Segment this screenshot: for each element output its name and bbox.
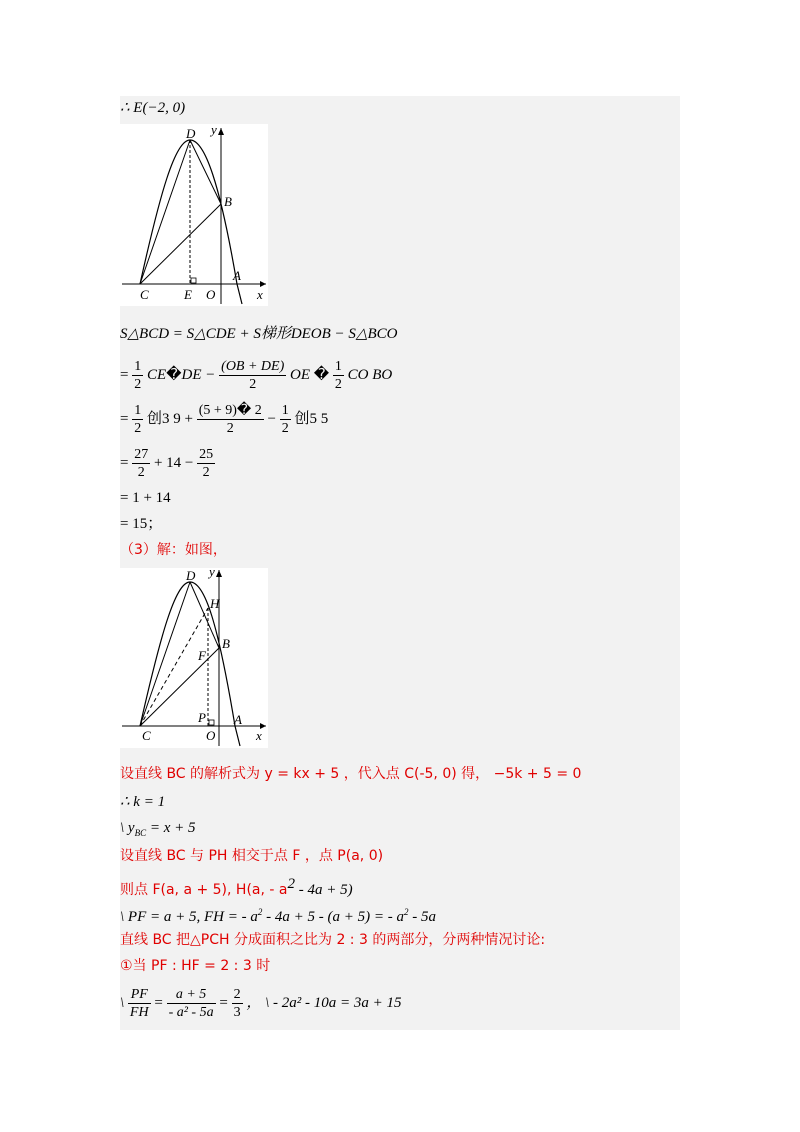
label-y: y <box>209 568 215 579</box>
label-a: A <box>233 268 241 283</box>
equation-line-4: = 1 + 14 <box>120 490 171 506</box>
fraction-trapezoid: $\frac{(OB + DE)}{2}$ <box>221 359 285 392</box>
label-c: C <box>142 728 151 743</box>
case-1-line: ①当 PF : HF = 2 : 3 时 <box>120 958 271 974</box>
e-coordinate-line: ∴ E(−2, 0) <box>120 100 186 116</box>
label-b: B <box>224 194 232 209</box>
k-value-line: ∴ k = 1 <box>120 794 166 810</box>
bc-intro-line: 设直线 BC 的解析式为 y = kx + 5 ，代入点 C(-5, 0) 得， −5k + 5 = 0 <box>120 766 582 782</box>
label-x: x <box>257 287 263 302</box>
pf-fh-line: \ PF = a + 5, FH = - $a^2 - 4a + 5 - (a + 5)$ = - $a^2 - 5a$ <box>120 907 436 925</box>
label-y: y <box>211 124 217 137</box>
equation-line-3: = $\frac{27}{2}$ + 14 − $\frac{25}{2}$ <box>120 447 214 480</box>
label-h: H <box>210 596 220 611</box>
points-line: 则点 F(a, a + 5), H(a, - $a^2 - 4a + 5$) <box>120 876 353 898</box>
fraction-half: $\frac{1}{2}$ <box>134 359 142 392</box>
label-d: D <box>186 568 196 583</box>
label-c: C <box>140 287 149 302</box>
label-b: B <box>222 636 230 651</box>
label-o: O <box>206 728 216 743</box>
label-d: D <box>186 126 196 141</box>
ratio-line: 直线 BC 把△PCH 分成面积之比为 2 : 3 的两部分，分两种情况讨论: <box>120 932 546 948</box>
equation-line-1: = $\frac{1}{2}$ CE�DE − $\frac{(OB + DE)}{2}$ OE � $\frac{1}{2}$ CO BO <box>120 359 393 392</box>
document-page <box>120 96 680 1030</box>
parabola-figure-2 <box>120 568 268 748</box>
intersect-line: 设直线 BC 与 PH 相交于点 F ，点 P(a, 0) <box>120 848 384 864</box>
equation-line-5: = 15； <box>120 516 163 532</box>
equation-line-2: = $\frac{1}{2}$ 创3 9 + $\frac{(5 + 9)� 2}{2}$ − $\frac{1}{2}$ 创5 5 <box>120 403 329 436</box>
part-3-heading: （3）解：如图， <box>120 542 227 558</box>
label-p: P <box>198 710 206 725</box>
figure-1-svg <box>120 124 268 306</box>
label-x: x <box>256 728 262 743</box>
label-e: E <box>184 287 192 302</box>
figure-2-svg <box>120 568 268 748</box>
area-formula-line: S△BCD = S△CDE + S梯形DEOB − S△BCO <box>120 326 398 342</box>
label-a: A <box>234 712 242 727</box>
final-equation-line: \ $\frac{PF}{FH}$ = $\frac{a + 5}{\text{- a² - 5a}}$ = $\frac{2}{3}$ ， \ - 2a² - 10a = 3a + 15 <box>120 987 402 1020</box>
label-o: O <box>206 287 216 302</box>
fraction-half-2: $\frac{1}{2}$ <box>334 359 342 392</box>
label-f: F <box>198 648 206 663</box>
ybc-line: \ $y_{BC} = x + 5$ <box>120 820 196 838</box>
parabola-figure-1 <box>120 124 268 306</box>
